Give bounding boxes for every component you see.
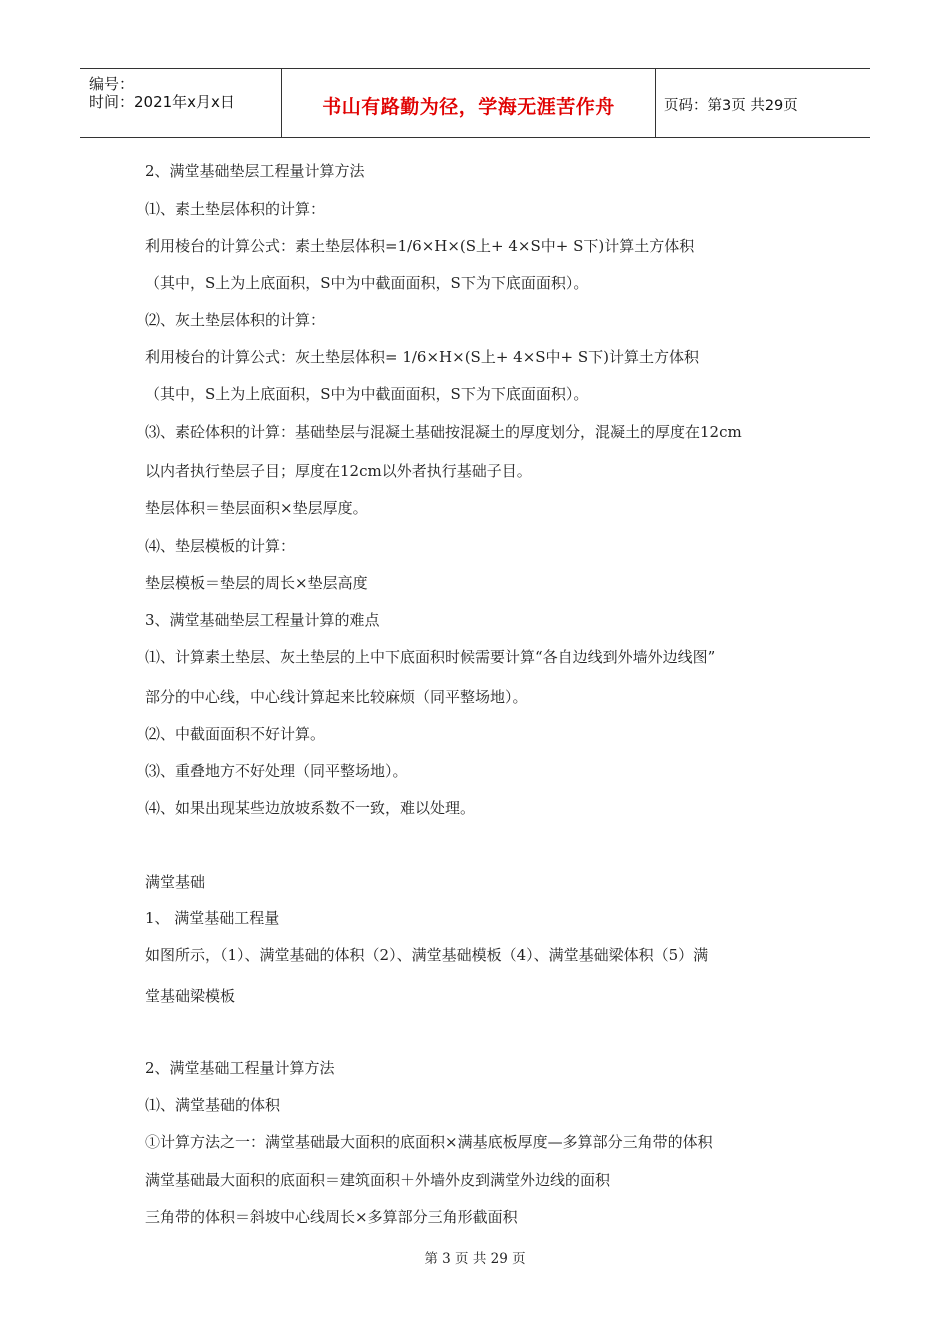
section-title: 满堂基础 [145, 873, 206, 891]
sub-heading: ⑷、垫层模板的计算： [145, 537, 296, 555]
body-line: （其中，S上为上底面积，S中为中截面面积，S下为下底面面积）。 [145, 274, 589, 292]
page-footer: 第 3 页 共 29 页 [424, 1251, 526, 1267]
body-line: 垫层体积＝垫层面积×垫层厚度。 [145, 499, 368, 517]
sub-heading: ⑵、中截面面积不好计算。 [145, 725, 326, 743]
section-heading: 1、 满堂基础工程量 [145, 909, 280, 927]
body-line: 利用棱台的计算公式：素土垫层体积=1/6×H×(S上+ 4×S中+ S下)计算土方体积 [145, 237, 695, 255]
body-line: 以内者执行垫层子目；厚度在12cm以外者执行基础子目。 [145, 462, 532, 480]
body-line: 满堂基础最大面积的底面积＝建筑面积＋外墙外皮到满堂外边线的面积 [145, 1171, 611, 1189]
sub-heading: ⑴、素土垫层体积的计算： [145, 200, 326, 218]
sub-heading: ⑴、计算素土垫层、灰土垫层的上中下底面积时候需要计算“各自边线到外墙外边线图” [145, 648, 716, 666]
body-line: ①计算方法之一：满堂基础最大面积的底面积×满基底板厚度—多算部分三角带的体积 [145, 1133, 713, 1151]
body-line: 堂基础梁模板 [145, 987, 236, 1005]
body-line: 如图所示，（1）、满堂基础的体积（2）、满堂基础模板（4）、满堂基础梁体积（5）满 [145, 946, 709, 964]
body-line: 垫层模板＝垫层的周长×垫层高度 [145, 574, 368, 592]
body-line: 利用棱台的计算公式：灰土垫层体积= 1/6×H×(S上+ 4×S中+ S下)计算土方体积 [145, 348, 700, 366]
body-line: 三角带的体积＝斜坡中心线周长×多算部分三角形截面积 [145, 1208, 518, 1226]
sub-heading: ⑵、灰土垫层体积的计算： [145, 311, 326, 329]
sub-heading: ⑷、如果出现某些边放坡系数不一致，难以处理。 [145, 799, 476, 817]
document-number-label: 编号： [89, 75, 135, 93]
document-date: 时间：2021年x月x日 [89, 93, 235, 111]
header-motto-cell [282, 69, 656, 137]
sub-heading: ⑶、重叠地方不好处理（同平整场地）。 [145, 762, 408, 780]
header-page-cell [656, 69, 870, 137]
page-number-info: 页码：第3页 共29页 [664, 98, 798, 114]
section-heading: 3、满堂基础垫层工程量计算的难点 [145, 611, 380, 629]
section-heading: 2、满堂基础垫层工程量计算方法 [145, 162, 365, 180]
motto-text: 书山有路勤为径，学海无涯苦作舟 [322, 96, 615, 118]
body-line: （其中，S上为上底面积，S中为中截面面积，S下为下底面面积）。 [145, 385, 589, 403]
sub-heading: ⑶、素砼体积的计算：基础垫层与混凝土基础按混凝土的厚度划分，混凝土的厚度在12cm [145, 423, 742, 441]
sub-heading: ⑴、满堂基础的体积 [145, 1096, 281, 1114]
header-meta-cell [80, 69, 282, 137]
page-header-table [80, 68, 870, 138]
body-line: 部分的中心线，中心线计算起来比较麻烦（同平整场地）。 [145, 688, 528, 706]
section-heading: 2、满堂基础工程量计算方法 [145, 1059, 335, 1077]
